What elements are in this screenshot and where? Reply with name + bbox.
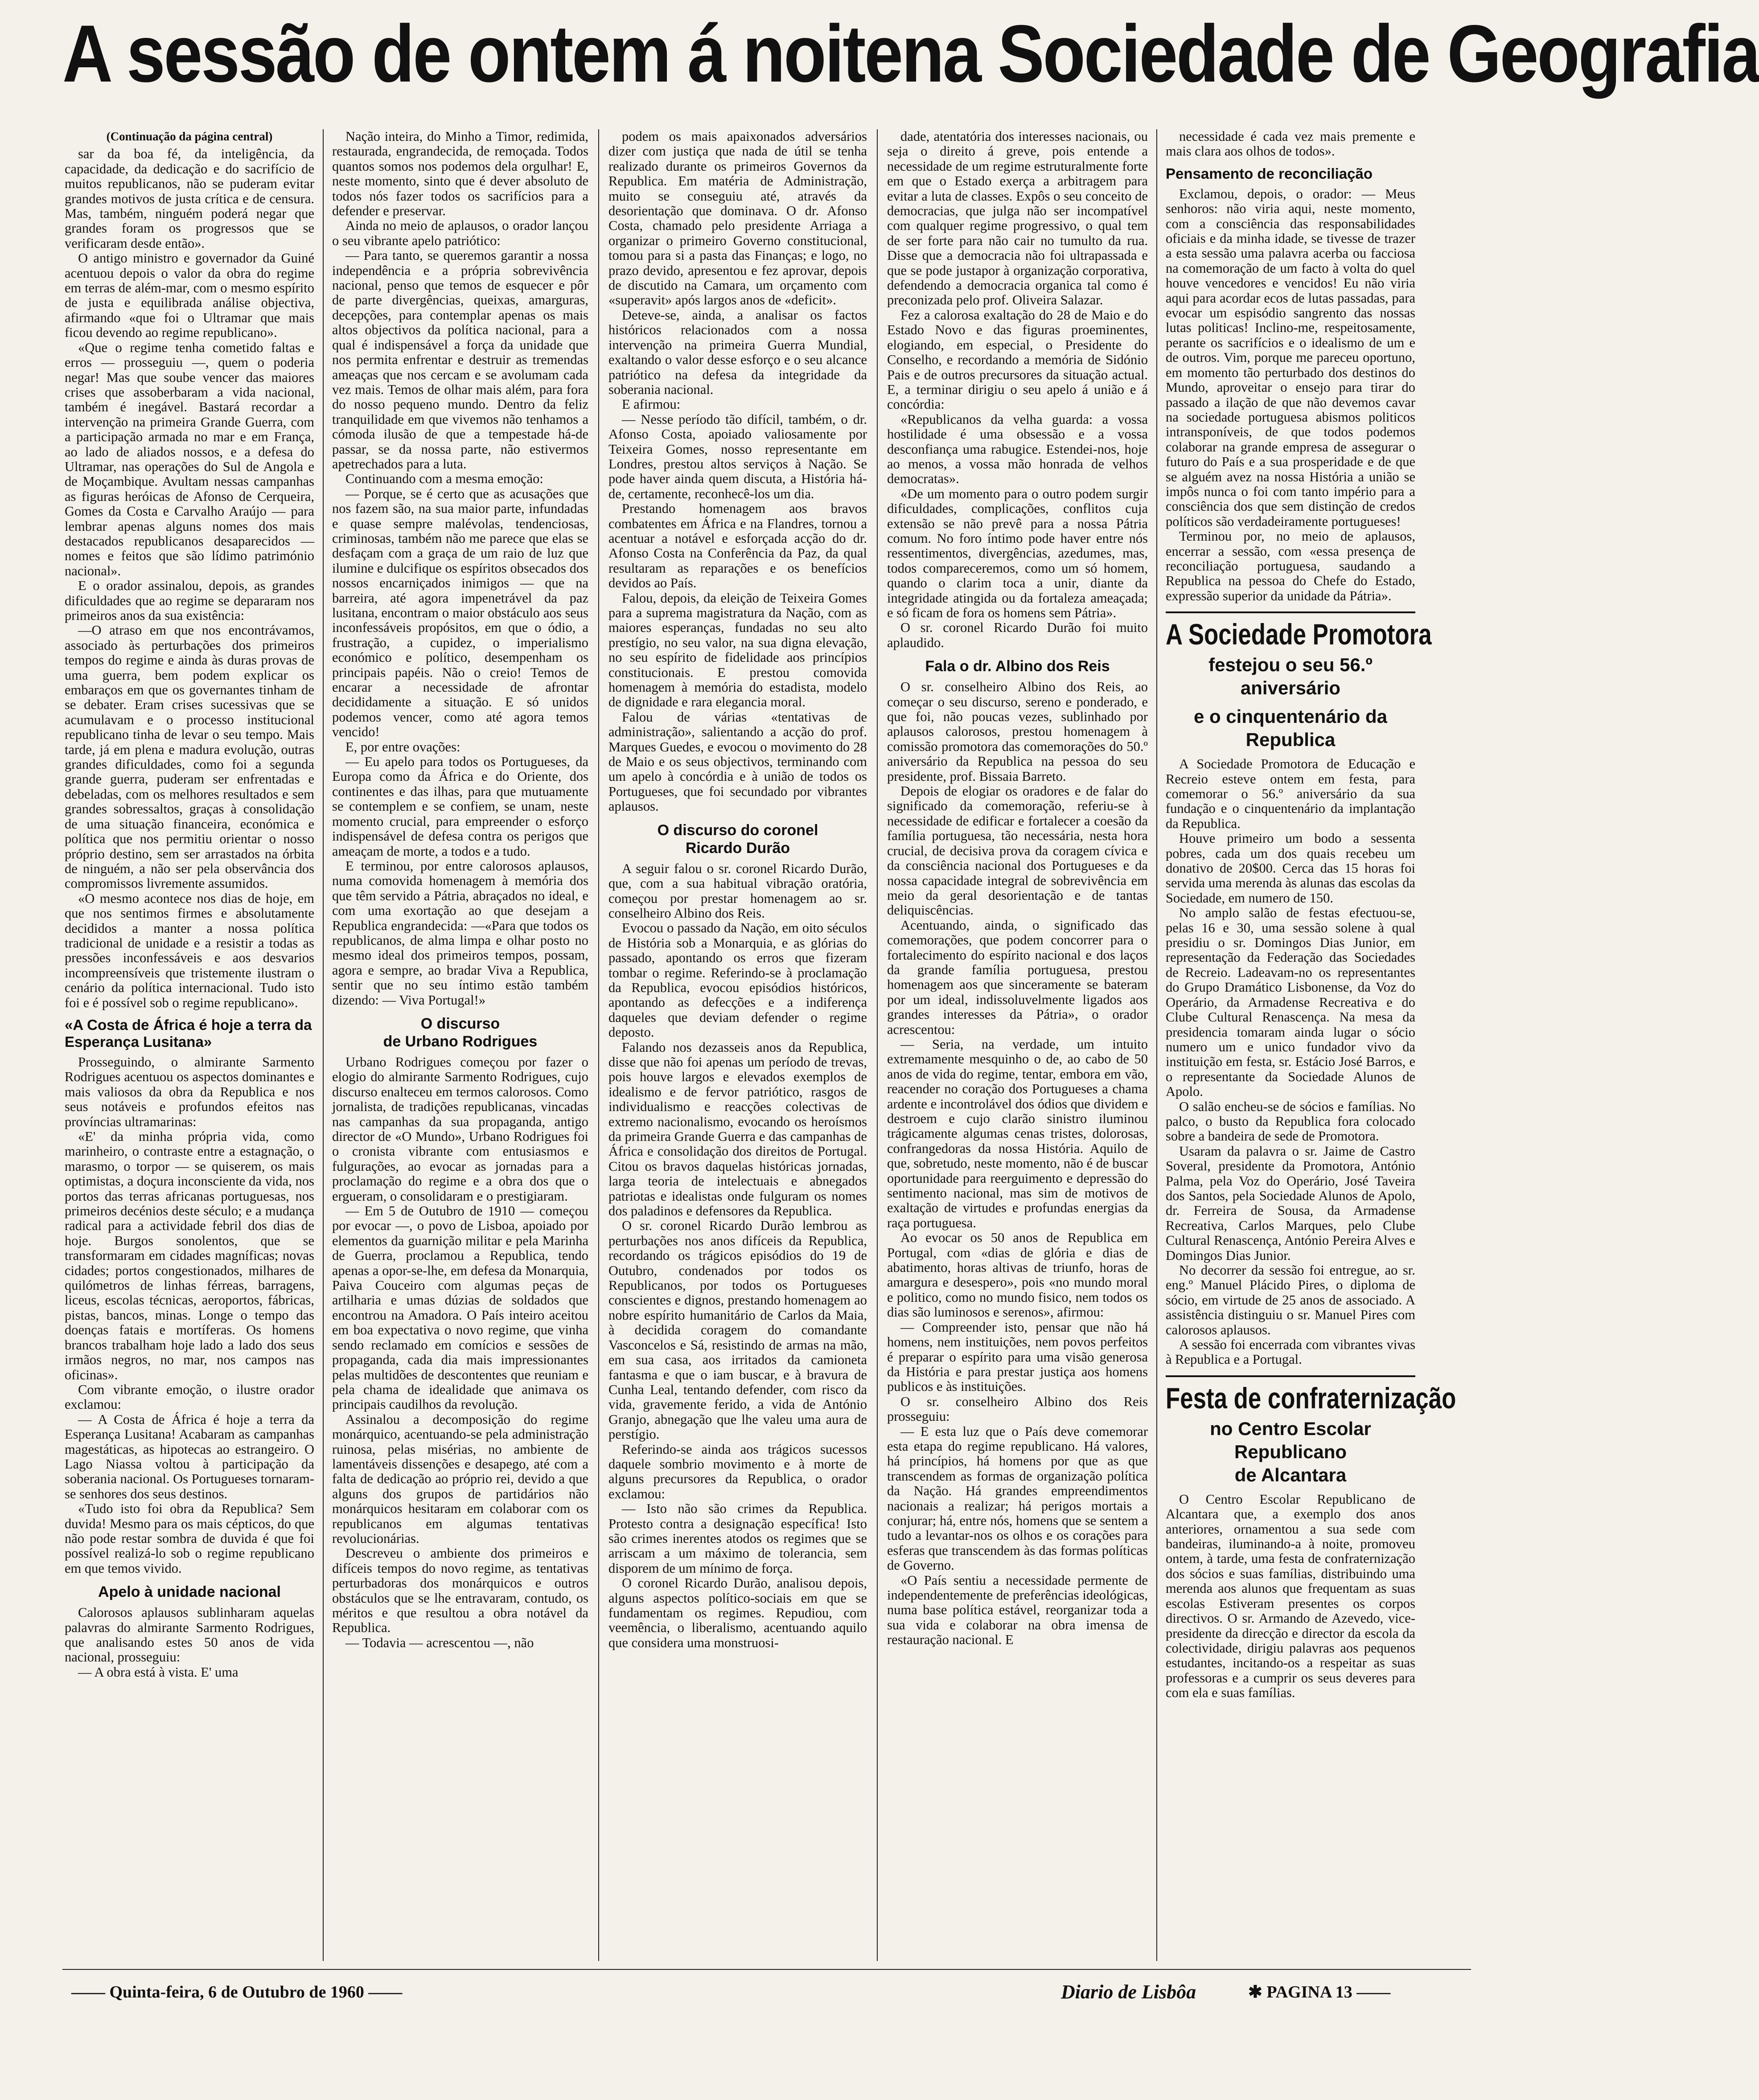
article-subtitle: de Alcantara bbox=[1234, 1464, 1347, 1485]
paragraph: A sessão foi encerrada com vibrantes vivas à Republica e a Portugal. bbox=[1166, 1337, 1415, 1367]
footer-date: —— Quinta-feira, 6 de Outubro de 1960 —— bbox=[71, 1983, 403, 2002]
paragraph: — A Costa de África é hoje a terra da Esperança Lusitana! Acabaram as campanhas magestáticas, as hipotecas ao estrangeiro. O Lago Niassa voltou à participação da soberania nacional. Os Portugueses tornaram-se senhores dos seus destinos. bbox=[65, 1411, 314, 1501]
paragraph: Falando nos dezasseis anos da Republica, disse que não foi apenas um período de trevas, pois houve largos e elevados exemplos de idealismo e de fervor patriótico, rasgos de individualismo e reacções colectivas de extremo nacionalismo, evocando os heroísmos da primeira Grande Guerra e das campanhas de África e consolidação dos direitos de Portugal. Citou os bravos daquelas históricas jornadas, larga teoria de intelectuais e abnegados patriotas e idealistas onde fulguram os nomes dos paladinos e defensores da Republica. bbox=[608, 1039, 867, 1219]
paragraph: Fez a calorosa exaltação do 28 de Maio e do Estado Novo e das figuras proeminentes, elogiando, em especial, o Presidente do Conselho, e recordando a memória de Sidónio Pais e de outros precursores da situação actual. E, a terminar dirigiu o seu apelo á união e á concórdia: bbox=[887, 307, 1148, 412]
column-3 bbox=[608, 129, 867, 1961]
section-rule bbox=[1166, 611, 1415, 613]
paragraph: A Sociedade Promotora de Educação e Recreio esteve ontem em festa, para comemorar o 56.º aniversário da sua fundação e o cinquentenário da implantação da Republica. bbox=[1166, 756, 1415, 831]
subheading: Ricardo Durão bbox=[685, 839, 790, 857]
paragraph: O sr. conselheiro Albino dos Reis prosseguiu: bbox=[887, 1394, 1148, 1424]
paragraph: E o orador assinalou, depois, as grandes dificuldades que ao regime se depararam nos primeiros anos da sua existência: bbox=[65, 578, 314, 623]
paragraph: — E esta luz que o País deve comemorar esta etapa do regime republicano. Há valores, há princípios, há homens por que as que transcendem as formas de organização política da Nação. Há grandes empreendimentos nacionais a realizar; há perigos mortais a conjurar; há, entre nós, homens que se sentem a tudo a levantar-nos os olhos e os corações para esferas que transcendem às das formas políticas de Governo. bbox=[887, 1423, 1148, 1573]
paragraph: E afirmou: bbox=[622, 397, 681, 412]
column-5 bbox=[1166, 129, 1456, 1961]
paragraph: «O País sentiu a necessidade permente de independentemente de preferências ideológicas, numa base política estável, reorganizar toda a sua vida e colaborar na obra imensa de restauração nacional. E bbox=[887, 1572, 1148, 1648]
paragraph: — Compreender isto, pensar que não há homens, nem instituições, nem povos perfeitos é preparar o espírito para uma visão generosa da História e para prestar justiça aos homens publicos e às instituições. bbox=[887, 1319, 1148, 1395]
paragraph: Deteve-se, ainda, a analisar os factos históricos relacionados com a nossa intervenção na primeira Guerra Mundial, exaltando o valor desse esforço e o seu alcance patriótico na defesa da integridade da soberania nacional. bbox=[608, 307, 867, 397]
paragraph: O coronel Ricardo Durão, analisou depois, alguns aspectos político-sociais em que se fundamentam os regimes. Repudiou, com veemência, o liberalismo, acentuando aquilo que considera uma monstruosi- bbox=[608, 1575, 867, 1650]
paragraph: — A obra está à vista. E' uma bbox=[78, 1664, 238, 1680]
paragraph: — Para tanto, se queremos garantir a nossa independência e a própria sobrevivência nacional, penso que temos de esquecer e pôr de parte divergências, queixas, amarguras, decepções, para contemplar apenas os mais altos objectivos da política nacional, para a qual é indispensável a força da unidade que nos permita enfrentar e destruir as tremendas ameaças que nos cercam e se avolumam cada vez mais. Temos de olhar mais além, para fora do nosso pequeno mundo. Dentro da feliz tranquilidade em que vivemos não tenhamos a cómoda ilusão de que a tempestade há-de passar, se da nossa parte, não estivermos apetrechados para a luta. bbox=[332, 248, 588, 472]
paragraph: Houve primeiro um bodo a sessenta pobres, cada um dos quais recebeu um donativo de 20$00. Cerca das 15 horas foi servida uma merenda às alunas das escolas da Sociedade, em numero de 150. bbox=[1166, 831, 1415, 906]
subheading: de Urbano Rodrigues bbox=[383, 1033, 538, 1050]
paragraph: Referindo-se ainda aos trágicos sucessos daquele sombrio movimento e à morte de alguns precursores da Republica, o orador exclamou: bbox=[608, 1441, 867, 1501]
article-subtitle: no Centro Escolar Republicano bbox=[1210, 1418, 1371, 1462]
paragraph: «Republicanos da velha guarda: a vossa hostilidade é uma obsessão e a vossa desconfiança uma rabugice. Estendei-nos, hoje ao menos, a vossa mão honrada de velhos democratas». bbox=[887, 411, 1148, 487]
paragraph: O salão encheu-se de sócios e famílias. No palco, o busto da Republica fora colocado sobre a bandeira de sede de Promotora. bbox=[1166, 1099, 1415, 1144]
paragraph: — Porque, se é certo que as acusações que nos fazem são, na sua maior parte, infundadas e quase sempre malévolas, tendenciosas, criminosas, também não me parece que elas se desfaçam com a graça de um raio de luz que ilumine e dulcifique os espíritos obsecados dos nossos encarniçados inimigos — que na barreira, até agora impenetrável da paz lusitana, encontram o maior obstáculo aos seus inconfessáveis propósitos, em que o ódio, a frustração, a cupidez, o imperialismo económico e político, desempenham os principais papéis. Não o creio! Temos de encarar a necessidade de afrontar decididamente a situação. E só unidos podemos vencer, como até agora temos vencido! bbox=[332, 486, 588, 740]
paragraph: — Em 5 de Outubro de 1910 — começou por evocar —, o povo de Lisboa, apoiado por elementos da guarnição militar e pela Marinha de Guerra, proclamou a Republica, tendo apenas a opor-se-lhe, em defesa da Monarquia, Paiva Couceiro com algumas peças de artilharia e umas dúzias de soldados que encontrou na Amadora. O País inteiro aceitou em boa expectativa o novo regime, que vinha sendo reclamado em comícios e sessões de propaganda, cada dia mais impressionantes pelas multidões de descontentes que reuniam e pela chama de idealidade que animava os principais caudilhos da revolução. bbox=[332, 1203, 588, 1412]
subheading: Pensamento de reconciliação bbox=[1166, 165, 1373, 182]
paragraph: —O atraso em que nos encontrávamos, associado às perturbações dos primeiros tempos do regime e ainda às duras provas de uma guerra, bem podem explicar os embaraços em que os governantes tinham de se debater. Eram crises sucessivas que se acumulavam e o processo institucional republicano tinha de levar o seu tempo. Mais tarde, já em plena e madura evolução, outras grandes dificuldades, como foi a segunda grande guerra, puderam ser enfrentadas e debeladas, com os melhores resultados e sem grandes sobressaltos, graças à consolidação de uma situação financeira, económica e política que nos permitiu orientar o nosso próprio destino, sem ser arrastados na órbita de ninguém, a não ser pela observância dos compromissos livremente assumidos. bbox=[65, 623, 314, 891]
continuation-note: (Continuação da página central) bbox=[106, 130, 273, 143]
paragraph: Calorosos aplausos sublinharam aquelas palavras do almirante Sarmento Rodrigues, que analisando estes 50 anos de vida nacional, prosseguiu: bbox=[65, 1605, 314, 1665]
paragraph: dade, atentatória dos interesses nacionais, ou seja o direito á greve, pois entende a necessidade de um regime estruturalmente forte em que o Estado exerça a arbitragem para evitar a luta de classes. Expôs o seu conceito de democracias, que julga não ser incompatível com qualquer regime progressivo, o qual tem de ser forte para não cair no tumulto da rua. Disse que a democracia não foi ultrapassada e que se pode justapor à organização corporativa, defendendo a democracia organica tal como é preconizada pelo prof. Oliveira Salazar. bbox=[887, 129, 1148, 308]
paragraph: Terminou por, no meio de aplausos, encerrar a sessão, com «essa presença de reconciliação portuguesa, saudando a Republica na pessoa do Chefe do Estado, expressão superior da unidade da Pátria». bbox=[1166, 529, 1415, 603]
paragraph: Ainda no meio de aplausos, o orador lançou o seu vibrante apelo patriótico: bbox=[332, 218, 588, 248]
paragraph: Urbano Rodrigues começou por fazer o elogio do almirante Sarmento Rodrigues, cujo discurso enalteceu em termos calorosos. Como jornalista, de tradições republicanas, vincadas nas campanhas da sua propaganda, antigo director de «O Mundo», Urbano Rodrigues foi o cronista vibrante com entusiasmos e fulgurações, ao evocar as jornadas para a proclamação do regime e a obra dos que o ergueram, o consolidaram e o prestigiaram. bbox=[332, 1054, 588, 1204]
paragraph: «Tudo isto foi obra da Republica? Sem duvida! Mesmo para os mais cépticos, do que não pode restar sombra de duvida é que foi possível realizá-lo sob o regime republicano em que temos vivido. bbox=[65, 1501, 314, 1576]
paragraph: Ao evocar os 50 anos de Republica em Portugal, com «dias de glória e dias de abatimento, horas altivas de triunfo, horas de amargura e desespero», pois «no mundo moral e politico, como no mundo fisico, nem todos os dias são luminosos e serenos», afirmou: bbox=[887, 1230, 1148, 1320]
paragraph: Continuando com a mesma emoção: bbox=[345, 471, 543, 487]
paragraph: sar da boa fé, da inteligência, da capacidade, da dedicação e do sacrifício de muitos republicanos, não se puderam evitar grandes motivos de justa crítica e de censura. Mas, também, ninguém poderá negar que grandes foram os progressos que se verificaram desde então». bbox=[65, 146, 314, 251]
headline: A sessão de ontem á noitena Sociedade de Geografia bbox=[62, 8, 1759, 99]
paragraph: Descreveu o ambiente dos primeiros e difíceis tempos do novo regime, as tentativas perturbadoras dos monárquicos e outros obstáculos que se lhe entravaram, contudo, os méritos e que resultou a obra notável da Republica. bbox=[332, 1546, 588, 1636]
paragraph: — Todavia — acrescentou —, não bbox=[345, 1635, 534, 1650]
paragraph: Falou de várias «tentativas de administração», salientando a acção do prof. Marques Guedes, e evocou o movimento do 28 de Maio e os seus objectivos, terminando com um apelo à concórdia e à união de todos os Portugueses, que foi secundado por vibrantes aplausos. bbox=[608, 709, 867, 814]
paragraph: «E' da minha própria vida, como marinheiro, o contraste entre a estagnação, o marasmo, o torpor — se quiserem, os mais optimistas, a doçura inconsciente da vida, nos portos das terras africanas portuguesas, nos primeiros decénios deste século; e a mudança radical para a actividade febril dos dias de hoje. Burgos sonolentos, que se transformaram em cidades magníficas; novas cidades; portos congestionados, milhares de quilómetros de linhas férreas, barragens, liceus, escolas técnicas, aeroportos, fábricas, pistas, bancos, minas. Longe o tempo das doenças fatais e mortíferas. Os homens brancos trabalham hoje lado a lado dos seus irmãos negros, no mar, nos campos nas oficinas». bbox=[65, 1129, 314, 1382]
paragraph: O Centro Escolar Republicano de Alcantara que, a exemplo dos anos anteriores, ornamentou a sua sede com bandeiras, iluminando-a à noite, promoveu ontem, à tarde, uma festa de confraternização dos sócios e suas famílias, distribuindo uma merenda aos alunos que frequentam as suas escolas Estiveram presentes os corpos directivos. O sr. Armando de Azevedo, vice-presidente da direcção e director da escola da colectividade, dirigiu palavras aos pequenos estudantes, incitando-os a respeitar as suas professoras e a cumprir os seus deveres para com ela e suas famílias. bbox=[1166, 1491, 1415, 1701]
paragraph: Com vibrante emoção, o ilustre orador exclamou: bbox=[65, 1382, 314, 1412]
paragraph: O sr. coronel Ricardo Durão foi muito aplaudido. bbox=[887, 620, 1148, 650]
paragraph: necessidade é cada vez mais premente e mais clara aos olhos de todos». bbox=[1166, 129, 1415, 159]
page-number: ✱ PAGINA 13 —— bbox=[1248, 1983, 1391, 2002]
paragraph: Assinalou a decomposição do regime monárquico, acentuando-se pela administração ruinosa, pelas misérias, no ambiente de lamentáveis dissenções e desapego, até com a falta de dedicação ao próprio rei, devido a que alguns dos grupos de partidários não monárquicos hesitaram em colaborar com os republicanos em algumas tentativas revolucionárias. bbox=[332, 1411, 588, 1546]
subheading: O discurso do coronel bbox=[657, 821, 818, 839]
footer-rule bbox=[62, 1969, 1471, 1970]
column-2 bbox=[332, 129, 588, 1961]
article-title: A Sociedade Promotora bbox=[1166, 618, 1432, 651]
paragraph: «O mesmo acontece nos dias de hoje, em que nos sentimos firmes e absolutamente decididos a manter a nossa política tradicional de unidade e a resistir a todas as pressões inconfessáveis e aos desvarios incompreensíveis que tristemente ilustram o cenário da política internacional. Tudo isto foi e é possível sob o regime republicano». bbox=[65, 890, 314, 1010]
paragraph: E terminou, por entre calorosos aplausos, numa comovida homenagem à memória dos que têm servido a Pátria, abraçados no ideal, e com uma exortação ao que desejam a Republica engrandecida: —«Para que todos os republicanos, de alma limpa e olhar posto no mesmo ideal dos primeiros tempos, possam, agora e sempre, ao bradar Viva a Republica, sentir que no seu íntimo estão também dizendo: — Viva Portugal!» bbox=[332, 858, 588, 1008]
paragraph: O sr. coronel Ricardo Durão lembrou as perturbações nos anos difíceis da Republica, recordando os trágicos episódios do 19 de Outubro, condenados por todos os Republicanos, por todos os Portugueses conscientes e dignos, prestando homenagem ao nobre espírito humanitário de Carlos da Maia, à decidida coragem do comandante Vasconcelos e Sá, resistindo de armas na mão, em sua casa, aos irritados da camioneta fantasma e que o iam buscar, e à bravura de Cunha Leal, tentando defender, com risco da vida, gravemente ferido, a vida de António Granjo, abnegação que lhe valeu uma aura de perstígio. bbox=[608, 1218, 867, 1442]
paragraph: Acentuando, ainda, o significado das comemorações, que podem concorrer para o fortalecimento do espírito nacional e dos laços da grande família portuguesa, prestou homenagem aos que sinceramente se bateram por um ideal, indissoluvelmente ligados aos grandes interesses da Pátria», o orador acrescentou: bbox=[887, 917, 1148, 1037]
paragraph: O antigo ministro e governador da Guiné acentuou depois o valor da obra do regime em terras de além-mar, com o mesmo espírito de justa e equilibrada análise objectiva, afirmando «que foi o Ultramar que mais ficou devendo ao regime republicano». bbox=[65, 250, 314, 340]
paragraph: Evocou o passado da Nação, em oito séculos de História sob a Monarquia, e as glórias do passado, apontando os erros que fizeram tombar o regime. Referindo-se à proclamação da Republica, evocou episódios históricos, apontando as defecções e a indiferença daqueles que deviam defender o regime deposto. bbox=[608, 920, 867, 1040]
paragraph: E, por entre ovações: bbox=[345, 739, 460, 755]
paragraph: — Isto não são crimes da Republica. Protesto contra a designação específica! Isto são crimes inerentes atodos os regimes que se arriscam a um máximo de tolerancia, sem disporem de um mínimo de força. bbox=[608, 1501, 867, 1576]
subheading: Fala o dr. Albino dos Reis bbox=[925, 658, 1110, 675]
paragraph: — Nesse período tão difícil, também, o dr. Afonso Costa, apoiado valiosamente por Teixeira Gomes, nosso representante em Londres, prestou altos serviços à Nação. Se pode haver ainda quem discuta, a História há-de, certamente, reconhecê-los um dia. bbox=[608, 411, 867, 501]
paragraph: O sr. conselheiro Albino dos Reis, ao começar o seu discurso, sereno e ponderado, e que foi, não poucas vezes, sublinhado por aplausos calorosos, prestou homenagem à comissão promotora das comemorações do 50.º aniversário da Republica na pessoa do seu presidente, prof. Bissaia Barreto. bbox=[887, 679, 1148, 784]
paragraph: A seguir falou o sr. coronel Ricardo Durão, que, com a sua habitual vibração oratória, começou por prestar homenagem ao sr. conselheiro Albino dos Reis. bbox=[608, 861, 867, 921]
column-1 bbox=[65, 129, 314, 1961]
subheading: O discurso bbox=[420, 1015, 500, 1032]
paragraph: «Que o regime tenha cometido faltas e erros — prosseguiu —, quem o poderia negar! Mas que soube vencer das maiores crises que assoberbaram a vida nacional, também é inegável. Bastará recordar a intervenção na primeira Grande Guerra, com a participação armada no mar e em França, ao lado de aliados nossos, e a defesa do Ultramar, nas operações do Sul de Angola e de Moçambique. Avultam nessas campanhas as figuras heróicas de Afonso de Cerqueira, Gomes da Costa e Carvalho Araújo — para lembrar apenas alguns nomes dos mais destacados republicanos desaparecidos — nomes e feitos que são lídimo património nacional». bbox=[65, 340, 314, 578]
paragraph: Prosseguindo, o almirante Sarmento Rodrigues acentuou os aspectos dominantes e mais valiosos da obra da Republica e nos seus notáveis e profundos efeitos nas províncias ultramarinas: bbox=[65, 1054, 314, 1129]
subheading: Apelo à unidade nacional bbox=[98, 1583, 281, 1601]
section-rule bbox=[1166, 1375, 1415, 1377]
paragraph: Falou, depois, da eleição de Teixeira Gomes para a suprema magistratura da Nação, com as maiores esperanças, fundadas no seu alto prestígio, no seu valor, na sua digna elevação, no seu espírito de fidelidade aos princípios constitucionais. E prestou comovida homenagem à memória do estadista, modelo de dignidade e rara elegancia moral. bbox=[608, 590, 867, 710]
paragraph: Nação inteira, do Minho a Timor, redimida, restaurada, engrandecida, de remoçada. Todos quantos somos nos podemos dela orgulhar! E, neste momento, sinto que é dever absoluto de todos nós fazer todos os sacrifícios para a defender e preservar. bbox=[332, 129, 588, 219]
paragraph: Usaram da palavra o sr. Jaime de Castro Soveral, presidente da Promotora, António Palma, pela Voz do Operário, José Taveira dos Santos, pela Sociedade Alunos de Apolo, dr. Ferreira de Sousa, da Armadense Recreativa, Carlos Marques, pelo Clube Cultural Renascença, António Pereira Alves e Domingos Dias Junior. bbox=[1166, 1143, 1415, 1263]
column-rule bbox=[1156, 129, 1157, 1961]
paragraph: No amplo salão de festas efectuou-se, pelas 16 e 30, uma sessão solene à qual presidiu o sr. Domingos Dias Junior, em representação da Federação das Sociedades de Recreio. Ladeavam-no os representantes do Grupo Dramático Lisbonense, da Voz do Operário, da Armadense Recreativa e do Clube Cultural Renascença. Na mesa da presidencia tomaram ainda lugar o sócio numero um e unico fundador vivo da instituição em festa, sr. Estácio José Barros, e o representante da Sociedade Alunos de Apolo. bbox=[1166, 905, 1415, 1099]
paragraph: Exclamou, depois, o orador: — Meus senhoros: não viria aqui, neste momento, com a consciência das responsabilidades oficiais e da minha idade, se tivesse de trazer a esta sessão uma palavra acerba ou facciosa na comemoração de um facto à volta do quel houve vencedores e vencidos! Eu não viria aqui para acordar ecos de lutas passadas, para evocar um espisódio sangrento das nossas lutas politicas! Inclino-me, respeitosamente, perante os sacrifícios e o idealismo de um e de outros. Vim, porque me pareceu oportuno, em momento tão perturbado dos destinos do Mundo, aproveitar o ensejo para tirar do passado a ilação de que não devemos cavar na sociedade portuguesa abismos politicos intransponíveis, de que todos podemos colaborar na grande empresa de assegurar o futuro do País e a sua prosperidade e de que se alguém avez na nossa História a união se impôs nunca o foi com tanto império para a consciência dos que sem distinção de credos políticos são verdadeiramente portugueses! bbox=[1166, 186, 1415, 529]
masthead: Diario de Lisbôa bbox=[1061, 1981, 1196, 2003]
article-title: Festa de confraternização bbox=[1166, 1381, 1456, 1415]
paragraph: — Seria, na verdade, um intuito extremamente mesquinho o de, ao cabo de 50 anos de vida do regime, tentar, embora em vão, reacender no coração dos Portugueses a chama ardente e incontrolável dos ódios que dividem e destroem e cujo clarão sinistro iluminou trágicamente algumas cenas tristes, dolorosas, confrangedoras da nossa História. Aquilo de que, sobretudo, neste momento, não é de buscar oportunidade para reerguimento e depressão do sentimento nacional, mas sim de motivos de exaltação de virtudes e profundas energias da raça portuguesa. bbox=[887, 1036, 1148, 1230]
paragraph: Depois de elogiar os oradores e de falar do significado da comemoração, referiu-se à necessidade de edificar e fortalecer a coesão da família portuguesa, tão necessária, nesta hora crucial, de decisiva prova da coragem cívica e da consciência nacional dos Portugueses e da nossa capacidade integral de sobrevivência em meio da geral desorientação e de tantas deliquiscências. bbox=[887, 783, 1148, 918]
column-rule bbox=[598, 129, 599, 1961]
column-rule bbox=[877, 129, 878, 1961]
paragraph: — Eu apelo para todos os Portugueses, da Europa como da África e do Oriente, dos continentes e das ilhas, para que mutuamente se contemplem e se confiem, se unam, neste momento crucial, para empreender o esforço indispensável de defesa contra os perigos que ameaçam de morte, a todos e a tudo. bbox=[332, 754, 588, 859]
subheading: «A Costa de África é hoje a terra da Esperança Lusitana» bbox=[65, 1016, 312, 1050]
paragraph: Prestando homenagem aos bravos combatentes em África e na Flandres, tornou a acentuar a notável e esforçada acção do dr. Afonso Costa na Conferência da Paz, da qual resultaram as reparações e os benefícios devidos ao País. bbox=[608, 501, 867, 591]
column-4 bbox=[887, 129, 1148, 1961]
paragraph: «De um momento para o outro podem surgir dificuldades, complicações, conflitos cuja extensão se não prevê para a nossa Pátria comum. No foro íntimo pode haver entre nós ressentimentos, divergências, azedumes, mas, todos compareceremos, como um só homem, quando o clarim toca a unir, diante da integridade atingida ou da fortaleza ameaçada; e só ficam de fora os homens sem Pátria». bbox=[887, 486, 1148, 620]
paragraph: podem os mais apaixonados adversários dizer com justiça que nada de útil se tenha realizado durante os primeiros Governos da Republica. Em matéria de Administração, muito se conseguiu até, através da desorientação que dominava. O dr. Afonso Costa, chamado pelo presidente Arriaga a organizar o primeiro Governo constitucional, tomou para si a pasta das Finanças; e logo, no prazo devido, apresentou e fez aprovar, depois de discutido na Camara, um orçamento com «superavit» após largos anos de «deficit». bbox=[608, 129, 867, 308]
article-subtitle: festejou o seu 56.º aniversário bbox=[1208, 654, 1373, 699]
paragraph: No decorrer da sessão foi entregue, ao sr. eng.º Manuel Plácido Pires, o diploma de sócio, em virtude de 25 anos de associado. A assistência distinguiu o sr. Manuel Pires com calorosos aplausos. bbox=[1166, 1263, 1415, 1337]
article-subtitle: e o cinquentenário da Republica bbox=[1193, 706, 1388, 751]
column-rule bbox=[323, 129, 324, 1961]
